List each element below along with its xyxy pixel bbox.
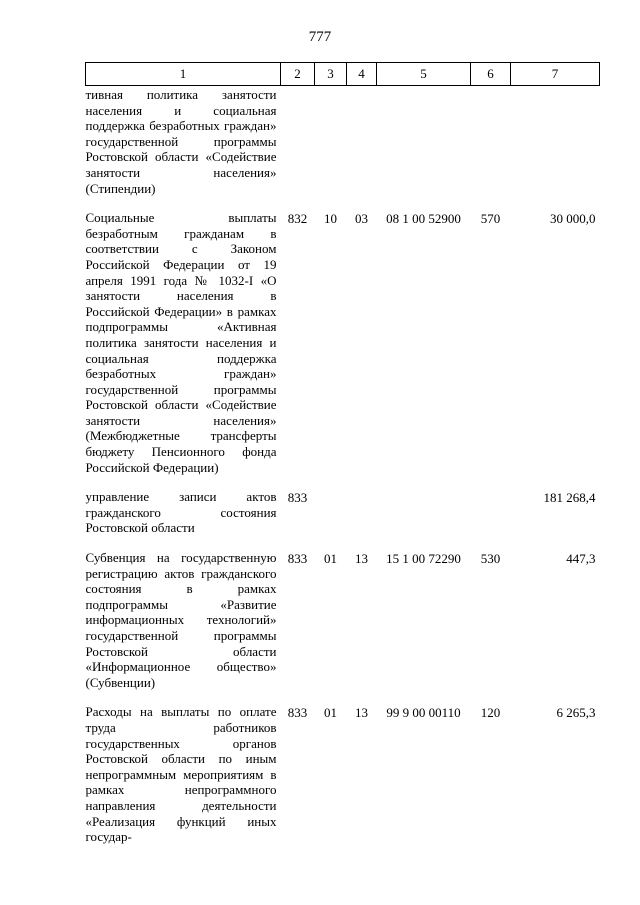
row-amount: 447,3 — [566, 551, 596, 567]
row-section-code: 01 — [324, 551, 337, 567]
row-amount: 181 268,4 — [543, 490, 596, 506]
header-col-6: 6 — [471, 63, 511, 86]
row-subsection-code: 13 — [355, 551, 368, 567]
row-description: управление записи актов гражданского состояния Ростовской области — [85, 489, 277, 536]
row-description: Социальные выплаты безработным гражданам в соответствии с Законом Российской Федерации от 19 апреля 1991 года № 1032-I «О занятости населения в Российской Федерации» в рамках подпрограммы «Активная политика занятости населения и социальная поддержка безработных граждан» государственной программы Ростовской области «Содействие занятости населения» (Межбюджетные трансферты бюджету Пенсионного фонда Российской Федерации) — [85, 210, 277, 475]
row-description: тивная политика занятости населения и социальная поддержка безработных граждан» государственной программы Ростовской области «Содействие занятости населения» (Стипендии) — [85, 87, 277, 196]
header-col-3: 3 — [315, 63, 347, 86]
row-subsection-code — [347, 489, 377, 550]
row-subsection-code: 03 — [355, 211, 368, 227]
row-target-article — [377, 489, 471, 550]
table-row — [86, 489, 600, 550]
row-section-code: 01 — [324, 705, 337, 721]
table-row — [86, 86, 600, 211]
header-col-4: 4 — [347, 63, 377, 86]
row-ministry-code — [281, 86, 315, 211]
row-section-code — [315, 86, 347, 211]
header-col-7: 7 — [511, 63, 600, 86]
budget-table — [85, 62, 600, 845]
row-ministry-code: 833 — [287, 490, 308, 506]
table-header — [86, 63, 600, 86]
row-amount: 6 265,3 — [556, 705, 596, 721]
row-expense-type: 570 — [480, 211, 501, 227]
row-target-article: 15 1 00 72290 — [386, 551, 461, 567]
header-row — [86, 63, 600, 86]
row-expense-type: 530 — [480, 551, 501, 567]
header-col-5: 5 — [377, 63, 471, 86]
row-target-article: 99 9 00 00110 — [386, 705, 461, 721]
row-expense-type — [471, 86, 511, 211]
table-row — [86, 704, 600, 844]
header-col-1: 1 — [86, 63, 281, 86]
row-amount — [511, 86, 600, 211]
table-body — [86, 86, 600, 845]
row-ministry-code: 832 — [287, 211, 308, 227]
row-ministry-code: 833 — [287, 551, 308, 567]
row-description: Расходы на выплаты по оплате труда работников государственных органов Ростовской области по иным непрограммным мероприятиям в рамках непрограммного направления деятельности «Реализация функций иных государ- — [85, 704, 277, 845]
row-section-code — [315, 489, 347, 550]
row-target-article: 08 1 00 52900 — [386, 211, 461, 227]
row-description: Субвенция на государственную регистрацию актов гражданского состояния в рамках подпрограммы «Развитие информационных технологий» государственной программы Ростовской области «Информационное общество» (Субвенции) — [85, 550, 277, 690]
row-expense-type: 120 — [480, 705, 501, 721]
row-amount: 30 000,0 — [550, 211, 596, 227]
row-section-code: 10 — [324, 211, 337, 227]
table-row — [86, 210, 600, 489]
row-subsection-code: 13 — [355, 705, 368, 721]
row-target-article — [377, 86, 471, 211]
row-subsection-code — [347, 86, 377, 211]
table-row — [86, 550, 600, 704]
page-number: 777 — [308, 29, 332, 45]
row-expense-type — [471, 489, 511, 550]
header-col-2: 2 — [281, 63, 315, 86]
row-ministry-code: 833 — [287, 705, 308, 721]
